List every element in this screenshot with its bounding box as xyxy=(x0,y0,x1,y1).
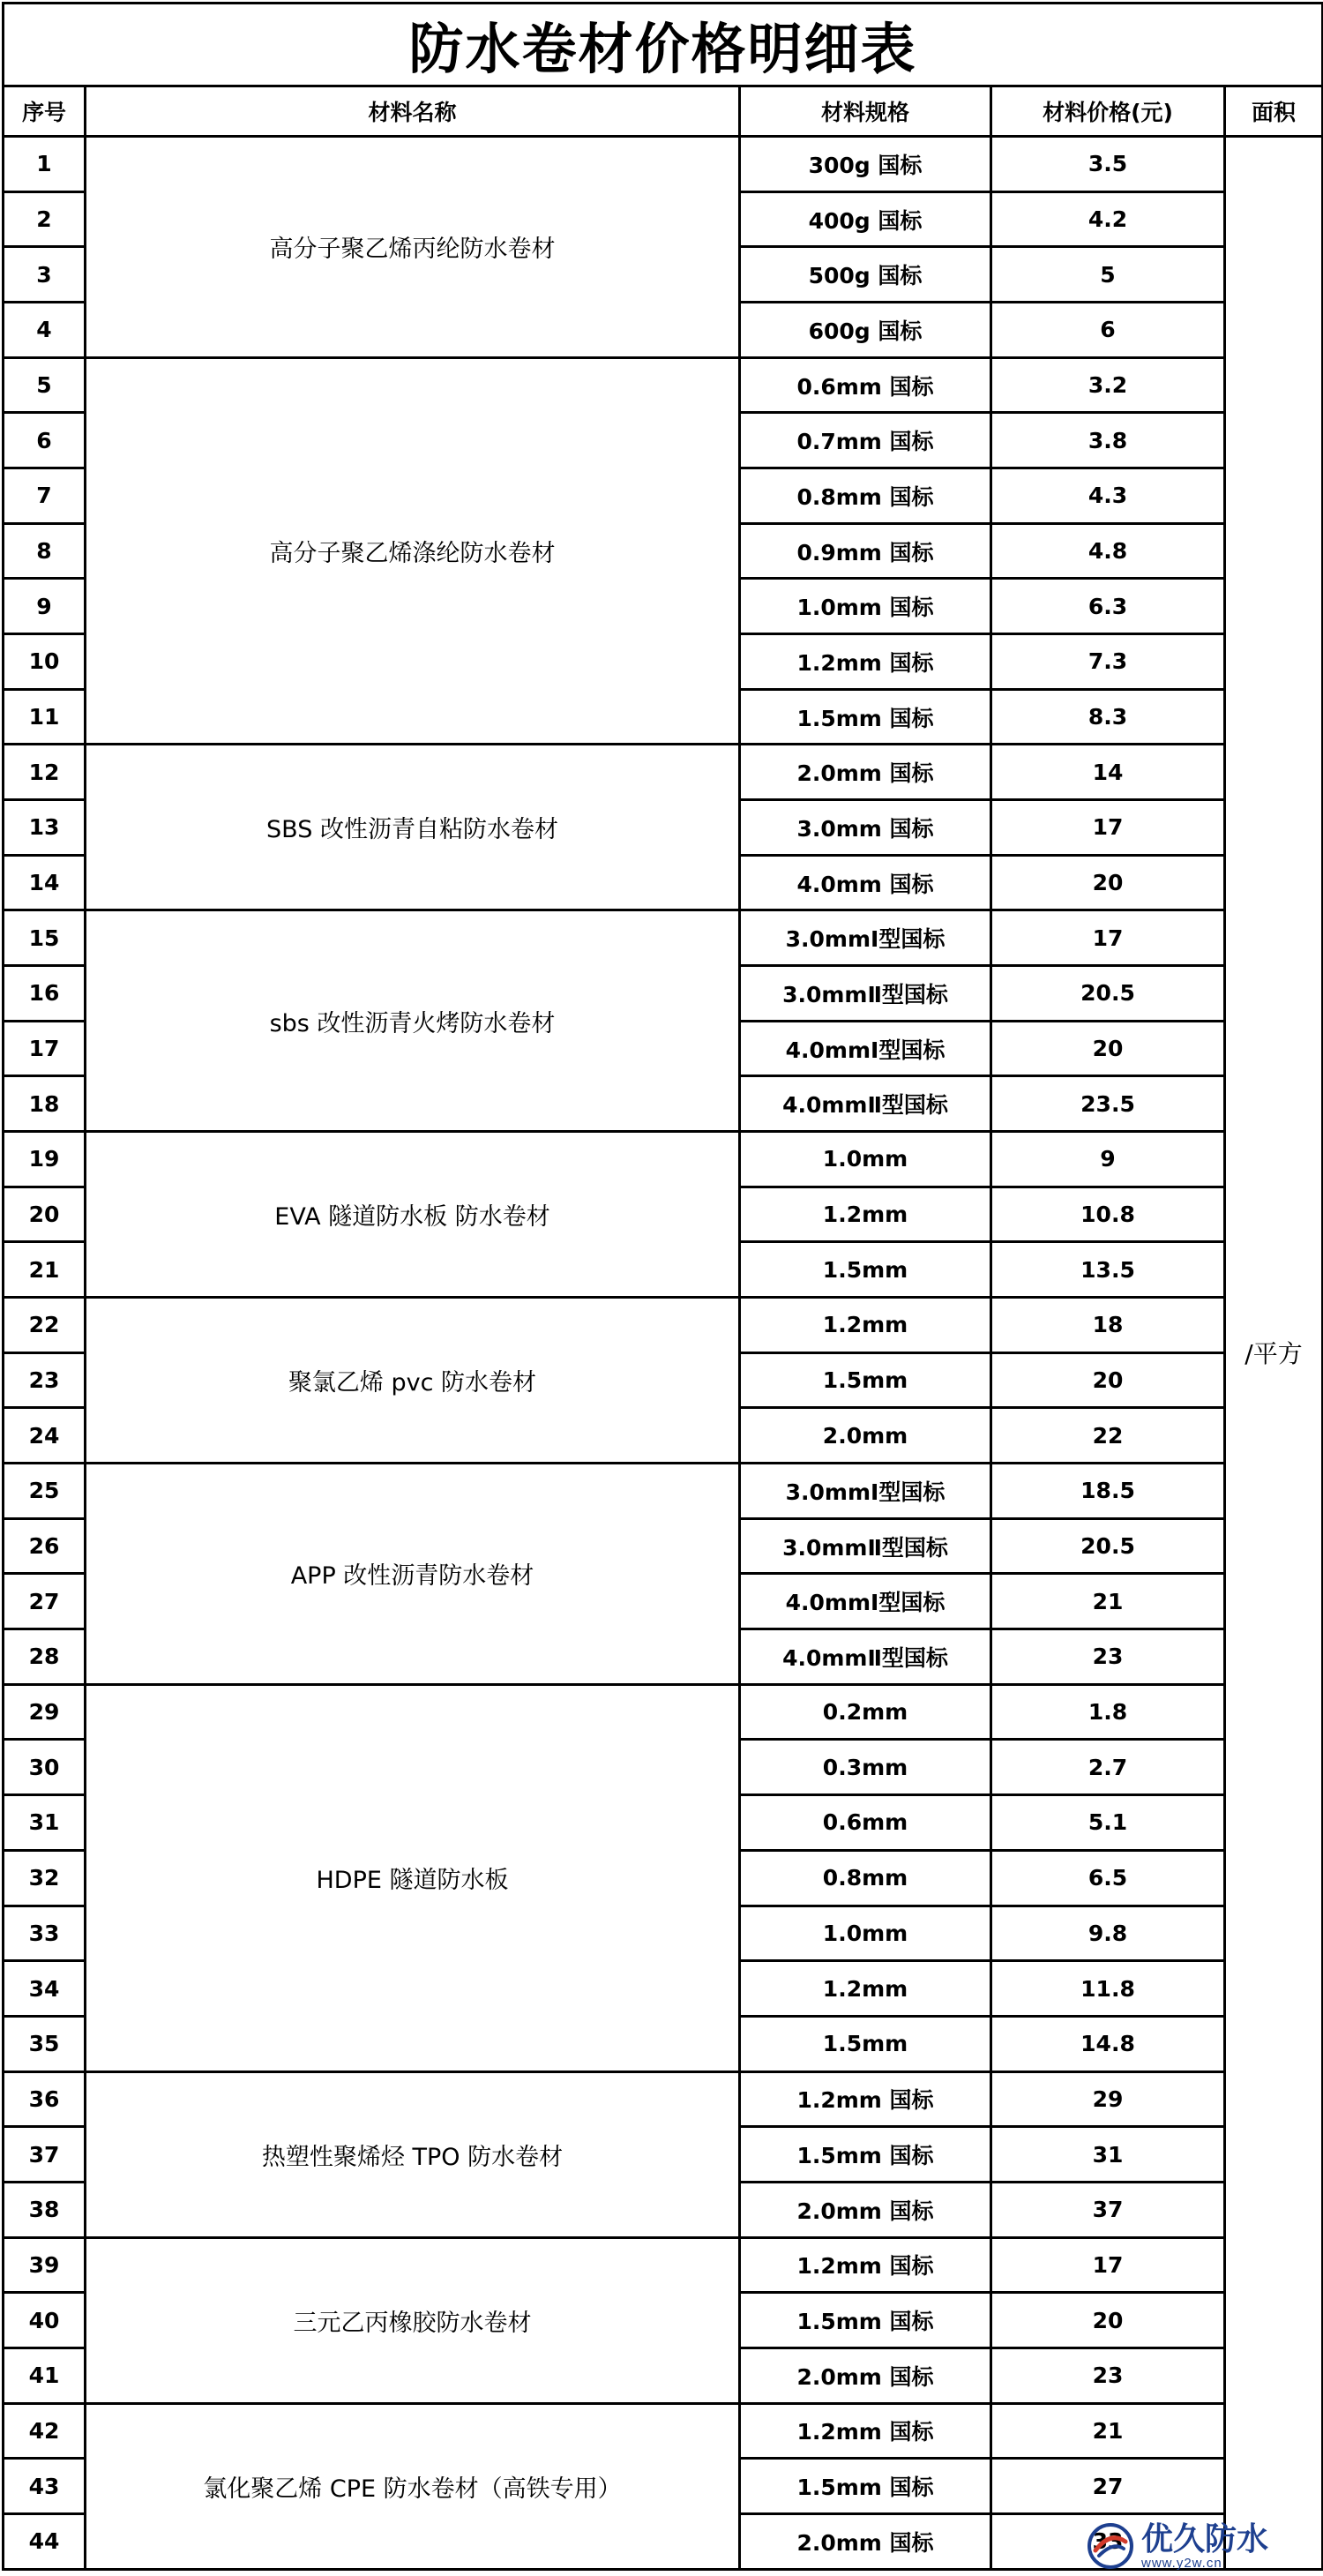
row-number: 29 xyxy=(4,1684,86,1740)
material-price: 17 xyxy=(991,910,1225,966)
header-price: 材料价格(元) xyxy=(991,86,1225,137)
material-price: 18 xyxy=(991,1298,1225,1353)
header-no: 序号 xyxy=(4,86,86,137)
material-name: HDPE 隧道防水板 xyxy=(86,1684,740,2071)
material-spec: 0.8mm 国标 xyxy=(740,468,991,524)
table-row xyxy=(4,2071,1323,2127)
material-price: 13.5 xyxy=(991,1242,1225,1298)
row-number: 35 xyxy=(4,2016,86,2071)
row-number: 40 xyxy=(4,2293,86,2348)
header-area: 面积 xyxy=(1225,86,1323,137)
material-spec: 4.0mmⅠ型国标 xyxy=(740,1574,991,1629)
material-spec: 300g 国标 xyxy=(740,137,991,192)
material-price: 5 xyxy=(991,247,1225,303)
material-spec: 1.5mm 国标 xyxy=(740,689,991,745)
material-price: 5.1 xyxy=(991,1795,1225,1851)
table-title: 防水卷材价格明细表 xyxy=(4,4,1323,86)
material-price: 23 xyxy=(991,2348,1225,2403)
material-name: EVA 隧道防水板 防水卷材 xyxy=(86,1132,740,1298)
row-number: 37 xyxy=(4,2127,86,2183)
material-price: 14.8 xyxy=(991,2016,1225,2071)
material-name: 聚氯乙烯 pvc 防水卷材 xyxy=(86,1298,740,1464)
material-price: 20 xyxy=(991,1352,1225,1408)
row-number: 1 xyxy=(4,137,86,192)
material-spec: 1.0mm xyxy=(740,1132,991,1187)
material-price: 11.8 xyxy=(991,1961,1225,2017)
material-spec: 3.0mmⅠ型国标 xyxy=(740,1464,991,1519)
row-number: 43 xyxy=(4,2459,86,2514)
row-number: 25 xyxy=(4,1464,86,1519)
material-spec: 0.6mm xyxy=(740,1795,991,1851)
material-spec: 2.0mm 国标 xyxy=(740,2513,991,2569)
material-price: 6 xyxy=(991,303,1225,358)
table-row xyxy=(4,910,1323,966)
material-name: APP 改性沥青防水卷材 xyxy=(86,1464,740,1685)
material-price: 21 xyxy=(991,2403,1225,2459)
header-spec: 材料规格 xyxy=(740,86,991,137)
material-spec: 4.0mmⅡ型国标 xyxy=(740,1076,991,1132)
material-spec: 1.2mm xyxy=(740,1961,991,2017)
material-price: 4.8 xyxy=(991,523,1225,579)
material-spec: 2.0mm 国标 xyxy=(740,745,991,800)
row-number: 2 xyxy=(4,191,86,247)
material-spec: 400g 国标 xyxy=(740,191,991,247)
row-number: 8 xyxy=(4,523,86,579)
material-price: 20 xyxy=(991,1021,1225,1076)
material-spec: 4.0mmⅠ型国标 xyxy=(740,1021,991,1076)
material-spec: 500g 国标 xyxy=(740,247,991,303)
material-price: 33 xyxy=(991,2513,1225,2569)
material-price: 8.3 xyxy=(991,689,1225,745)
table-row xyxy=(4,137,1323,192)
material-price: 4.2 xyxy=(991,191,1225,247)
row-number: 10 xyxy=(4,634,86,690)
material-spec: 1.5mm 国标 xyxy=(740,2293,991,2348)
material-spec: 3.0mmⅠ型国标 xyxy=(740,910,991,966)
material-name: SBS 改性沥青自粘防水卷材 xyxy=(86,745,740,910)
row-number: 32 xyxy=(4,1850,86,1906)
material-spec: 1.5mm 国标 xyxy=(740,2459,991,2514)
material-price: 27 xyxy=(991,2459,1225,2514)
material-name: sbs 改性沥青火烤防水卷材 xyxy=(86,910,740,1132)
material-name: 三元乙丙橡胶防水卷材 xyxy=(86,2237,740,2403)
material-price: 2.7 xyxy=(991,1740,1225,1795)
row-number: 11 xyxy=(4,689,86,745)
row-number: 38 xyxy=(4,2182,86,2237)
material-spec: 3.0mm 国标 xyxy=(740,800,991,856)
header-name: 材料名称 xyxy=(86,86,740,137)
material-spec: 1.2mm xyxy=(740,1298,991,1353)
material-price: 3.8 xyxy=(991,413,1225,468)
watermark-url: www.y2w.cn xyxy=(1141,2555,1222,2571)
row-number: 28 xyxy=(4,1629,86,1685)
row-number: 21 xyxy=(4,1242,86,1298)
material-spec: 0.2mm xyxy=(740,1684,991,1740)
material-price: 1.8 xyxy=(991,1684,1225,1740)
material-price: 20.5 xyxy=(991,966,1225,1022)
table-row xyxy=(4,745,1323,800)
material-spec: 4.0mmⅡ型国标 xyxy=(740,1629,991,1685)
material-spec: 2.0mm 国标 xyxy=(740,2182,991,2237)
material-spec: 0.6mm 国标 xyxy=(740,357,991,413)
material-price: 3.5 xyxy=(991,137,1225,192)
material-spec: 2.0mm xyxy=(740,1408,991,1464)
watermark-brand-name: 优久防水 xyxy=(1141,2520,1269,2557)
material-price: 22 xyxy=(991,1408,1225,1464)
row-number: 3 xyxy=(4,247,86,303)
table-row xyxy=(4,1132,1323,1187)
row-number: 13 xyxy=(4,800,86,856)
row-number: 42 xyxy=(4,2403,86,2459)
material-price: 9.8 xyxy=(991,1906,1225,1961)
material-spec: 3.0mmⅡ型国标 xyxy=(740,966,991,1022)
table-row xyxy=(4,1464,1323,1519)
row-number: 44 xyxy=(4,2513,86,2569)
material-spec: 1.2mm xyxy=(740,1187,991,1242)
material-spec: 0.7mm 国标 xyxy=(740,413,991,468)
material-price: 17 xyxy=(991,2237,1225,2293)
row-number: 36 xyxy=(4,2071,86,2127)
material-spec: 1.5mm xyxy=(740,1242,991,1298)
row-number: 24 xyxy=(4,1408,86,1464)
material-price: 14 xyxy=(991,745,1225,800)
row-number: 5 xyxy=(4,357,86,413)
material-price: 20 xyxy=(991,2293,1225,2348)
material-name: 氯化聚乙烯 CPE 防水卷材（高铁专用） xyxy=(86,2403,740,2569)
material-spec: 600g 国标 xyxy=(740,303,991,358)
row-number: 30 xyxy=(4,1740,86,1795)
row-number: 33 xyxy=(4,1906,86,1961)
row-number: 15 xyxy=(4,910,86,966)
row-number: 14 xyxy=(4,855,86,910)
material-spec: 0.8mm xyxy=(740,1850,991,1906)
material-spec: 1.0mm 国标 xyxy=(740,579,991,634)
material-price: 10.8 xyxy=(991,1187,1225,1242)
material-spec: 1.2mm 国标 xyxy=(740,2403,991,2459)
material-price: 20.5 xyxy=(991,1518,1225,1574)
row-number: 41 xyxy=(4,2348,86,2403)
table-body xyxy=(4,137,1323,2570)
table-row xyxy=(4,1298,1323,1353)
row-number: 26 xyxy=(4,1518,86,1574)
material-price: 6.5 xyxy=(991,1850,1225,1906)
area-unit: /平方 xyxy=(1225,137,1323,2570)
material-price: 4.3 xyxy=(991,468,1225,524)
material-price: 6.3 xyxy=(991,579,1225,634)
price-table xyxy=(2,2,1323,2571)
row-number: 22 xyxy=(4,1298,86,1353)
material-spec: 1.2mm 国标 xyxy=(740,2237,991,2293)
material-spec: 1.2mm 国标 xyxy=(740,634,991,690)
material-price: 21 xyxy=(991,1574,1225,1629)
material-spec: 1.5mm xyxy=(740,1352,991,1408)
material-price: 18.5 xyxy=(991,1464,1225,1519)
material-spec: 3.0mmⅡ型国标 xyxy=(740,1518,991,1574)
material-price: 9 xyxy=(991,1132,1225,1187)
material-price: 23.5 xyxy=(991,1076,1225,1132)
row-number: 4 xyxy=(4,303,86,358)
material-spec: 1.2mm 国标 xyxy=(740,2071,991,2127)
material-spec: 1.5mm 国标 xyxy=(740,2127,991,2183)
row-number: 27 xyxy=(4,1574,86,1629)
material-price: 31 xyxy=(991,2127,1225,2183)
material-spec: 0.3mm xyxy=(740,1740,991,1795)
material-name: 热塑性聚烯烃 TPO 防水卷材 xyxy=(86,2071,740,2237)
material-name: 高分子聚乙烯涤纶防水卷材 xyxy=(86,357,740,745)
row-number: 39 xyxy=(4,2237,86,2293)
material-spec: 0.9mm 国标 xyxy=(740,523,991,579)
table-row xyxy=(4,2237,1323,2293)
material-name: 高分子聚乙烯丙纶防水卷材 xyxy=(86,137,740,358)
row-number: 18 xyxy=(4,1076,86,1132)
row-number: 31 xyxy=(4,1795,86,1851)
material-price: 29 xyxy=(991,2071,1225,2127)
material-spec: 1.5mm xyxy=(740,2016,991,2071)
table-row xyxy=(4,357,1323,413)
row-number: 23 xyxy=(4,1352,86,1408)
material-price: 7.3 xyxy=(991,634,1225,690)
row-number: 9 xyxy=(4,579,86,634)
material-price: 20 xyxy=(991,855,1225,910)
material-price: 3.2 xyxy=(991,357,1225,413)
row-number: 19 xyxy=(4,1132,86,1187)
material-spec: 2.0mm 国标 xyxy=(740,2348,991,2403)
material-price: 17 xyxy=(991,800,1225,856)
table-row xyxy=(4,2403,1323,2459)
row-number: 6 xyxy=(4,413,86,468)
row-number: 34 xyxy=(4,1961,86,2017)
row-number: 7 xyxy=(4,468,86,524)
material-spec: 1.0mm xyxy=(740,1906,991,1961)
material-spec: 4.0mm 国标 xyxy=(740,855,991,910)
row-number: 17 xyxy=(4,1021,86,1076)
row-number: 12 xyxy=(4,745,86,800)
row-number: 16 xyxy=(4,966,86,1022)
row-number: 20 xyxy=(4,1187,86,1242)
material-price: 23 xyxy=(991,1629,1225,1685)
table-row xyxy=(4,1684,1323,1740)
material-price: 37 xyxy=(991,2182,1225,2237)
